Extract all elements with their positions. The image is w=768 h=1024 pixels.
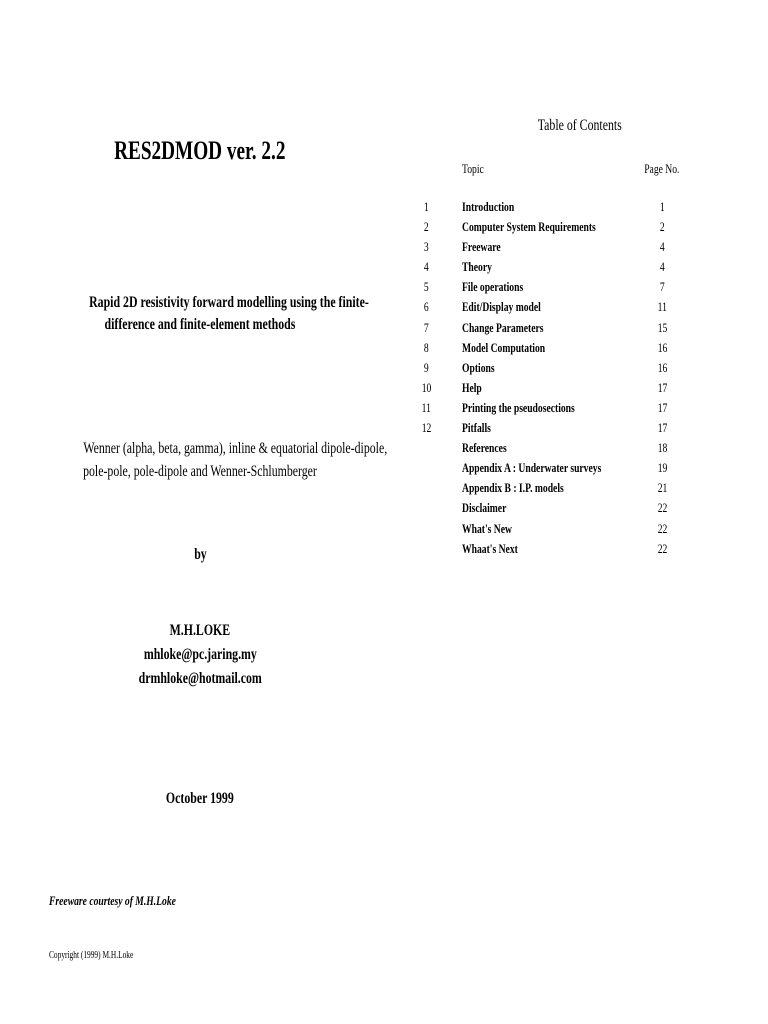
toc-entry-number: 4 (423, 259, 429, 275)
toc-entry-number: 1 (423, 199, 429, 214)
toc-entry-topic: Appendix A : Underwater surveys (462, 460, 602, 476)
toc-entry-number: 5 (423, 279, 429, 295)
toc-entry (414, 500, 714, 520)
toc-entry-topic: Model Computation (462, 339, 546, 355)
toc-entry-number: 7 (423, 319, 429, 335)
toc-entry-topic: Introduction (462, 199, 515, 214)
toc-entry-page: 7 (659, 279, 665, 295)
toc-entry-page: 21 (657, 480, 667, 496)
toc-entry-topic: Disclaimer (462, 500, 507, 516)
toc-entry-page: 17 (657, 399, 667, 415)
toc-entry-number: 10 (421, 379, 431, 395)
toc-entry-number (414, 541, 438, 557)
toc-entry-page: 16 (657, 359, 667, 375)
toc-entry-topic: File operations (462, 279, 524, 295)
toc-entry (414, 239, 714, 259)
document-subtitle (40, 292, 369, 336)
document-title: RES2DMOD ver. 2.2 (114, 136, 286, 165)
toc-entry-topic: Printing the pseudosections (462, 399, 575, 415)
toc-entry-number: 9 (423, 359, 429, 375)
toc-entry-page: 22 (657, 500, 667, 516)
toc-entry-page: 4 (659, 239, 665, 255)
author-email-2: drmhloke@hotmail.com (138, 670, 262, 687)
toc-entry-topic: Edit/Display model (462, 299, 541, 315)
toc-entry-topic: Pitfalls (462, 420, 491, 436)
toc-entry-page: 19 (657, 460, 667, 476)
toc-entry (414, 420, 714, 440)
toc-entry-topic: Change Parameters (462, 319, 544, 335)
publication-date: October 1999 (166, 790, 234, 807)
toc-entry (414, 440, 714, 460)
author-name: M.H.LOKE (169, 622, 231, 639)
author-email-1: mhloke@pc.jaring.my (143, 646, 257, 663)
toc-entry (414, 460, 714, 480)
toc-entry-topic: Options (462, 359, 495, 375)
toc-entry (414, 480, 714, 500)
toc-entry-number: 8 (423, 339, 429, 355)
toc-entry-number: 3 (423, 239, 429, 255)
toc-entry-page: 2 (659, 219, 665, 235)
toc-entry (414, 259, 714, 279)
toc-entry-number (414, 440, 438, 456)
toc-entry-topic: Freeware (462, 239, 501, 255)
toc-entry-topic: Help (462, 379, 482, 395)
toc-entry-page: 22 (657, 540, 667, 556)
toc-entry-page: 17 (657, 379, 667, 395)
toc-heading: Table of Contents (537, 117, 623, 134)
toc-entry-number (414, 500, 438, 516)
subtitle-line-2: difference and finite-element methods (104, 316, 296, 333)
toc-entry-topic: Computer System Requirements (462, 219, 596, 235)
toc-entry-topic: Whaat's Next (462, 540, 518, 556)
toc-page-header: Page No. (644, 161, 680, 176)
toc-entry-topic: Appendix B : I.P. models (462, 480, 564, 496)
toc-entry (414, 541, 714, 561)
toc-topic-header: Topic (462, 161, 484, 176)
toc-entry-page: 22 (657, 520, 667, 536)
toc-list (414, 199, 714, 561)
toc-entry-page: 1 (659, 199, 665, 214)
toc-entry-page: 17 (657, 420, 667, 436)
arrays-line-2: pole-pole, pole-dipole and Wenner-Schlumberger (83, 463, 317, 480)
subtitle-line-1: Rapid 2D resistivity forward modelling using the finite- (89, 294, 369, 311)
toc-entry-number (414, 460, 438, 476)
toc-entry-page: 11 (657, 299, 667, 315)
toc-entry-topic: References (462, 440, 507, 456)
toc-entry-page: 18 (657, 440, 667, 456)
toc-entry-topic: What's New (462, 520, 512, 536)
toc-entry-number: 2 (423, 219, 429, 235)
toc-entry-topic: Theory (462, 259, 492, 275)
toc-entry (414, 299, 714, 319)
by-label: by (193, 546, 207, 563)
toc-entry (414, 320, 714, 340)
copyright-note: Copyright (1999) M.H.Loke (49, 950, 134, 961)
toc-entry (414, 279, 714, 299)
toc-entry-number: 12 (421, 420, 431, 436)
toc-entry-number (414, 521, 438, 537)
toc-entry (414, 360, 714, 380)
toc-entry-page: 4 (659, 259, 665, 275)
author-block (60, 619, 340, 691)
toc-entry (414, 199, 714, 219)
toc-entry-number: 6 (423, 299, 429, 315)
toc-entry (414, 380, 714, 400)
array-types-description (30, 437, 388, 483)
toc-entry (414, 400, 714, 420)
toc-entry (414, 521, 714, 541)
toc-entry-number: 11 (421, 399, 431, 415)
toc-entry (414, 340, 714, 360)
arrays-line-1: Wenner (alpha, beta, gamma), inline & equatorial dipole-dipole, (83, 440, 388, 457)
toc-entry-page: 15 (657, 319, 667, 335)
toc-entry (414, 219, 714, 239)
toc-entry-page: 16 (657, 339, 667, 355)
freeware-note: Freeware courtesy of M.H.Loke (49, 893, 176, 908)
toc-entry-number (414, 480, 438, 496)
